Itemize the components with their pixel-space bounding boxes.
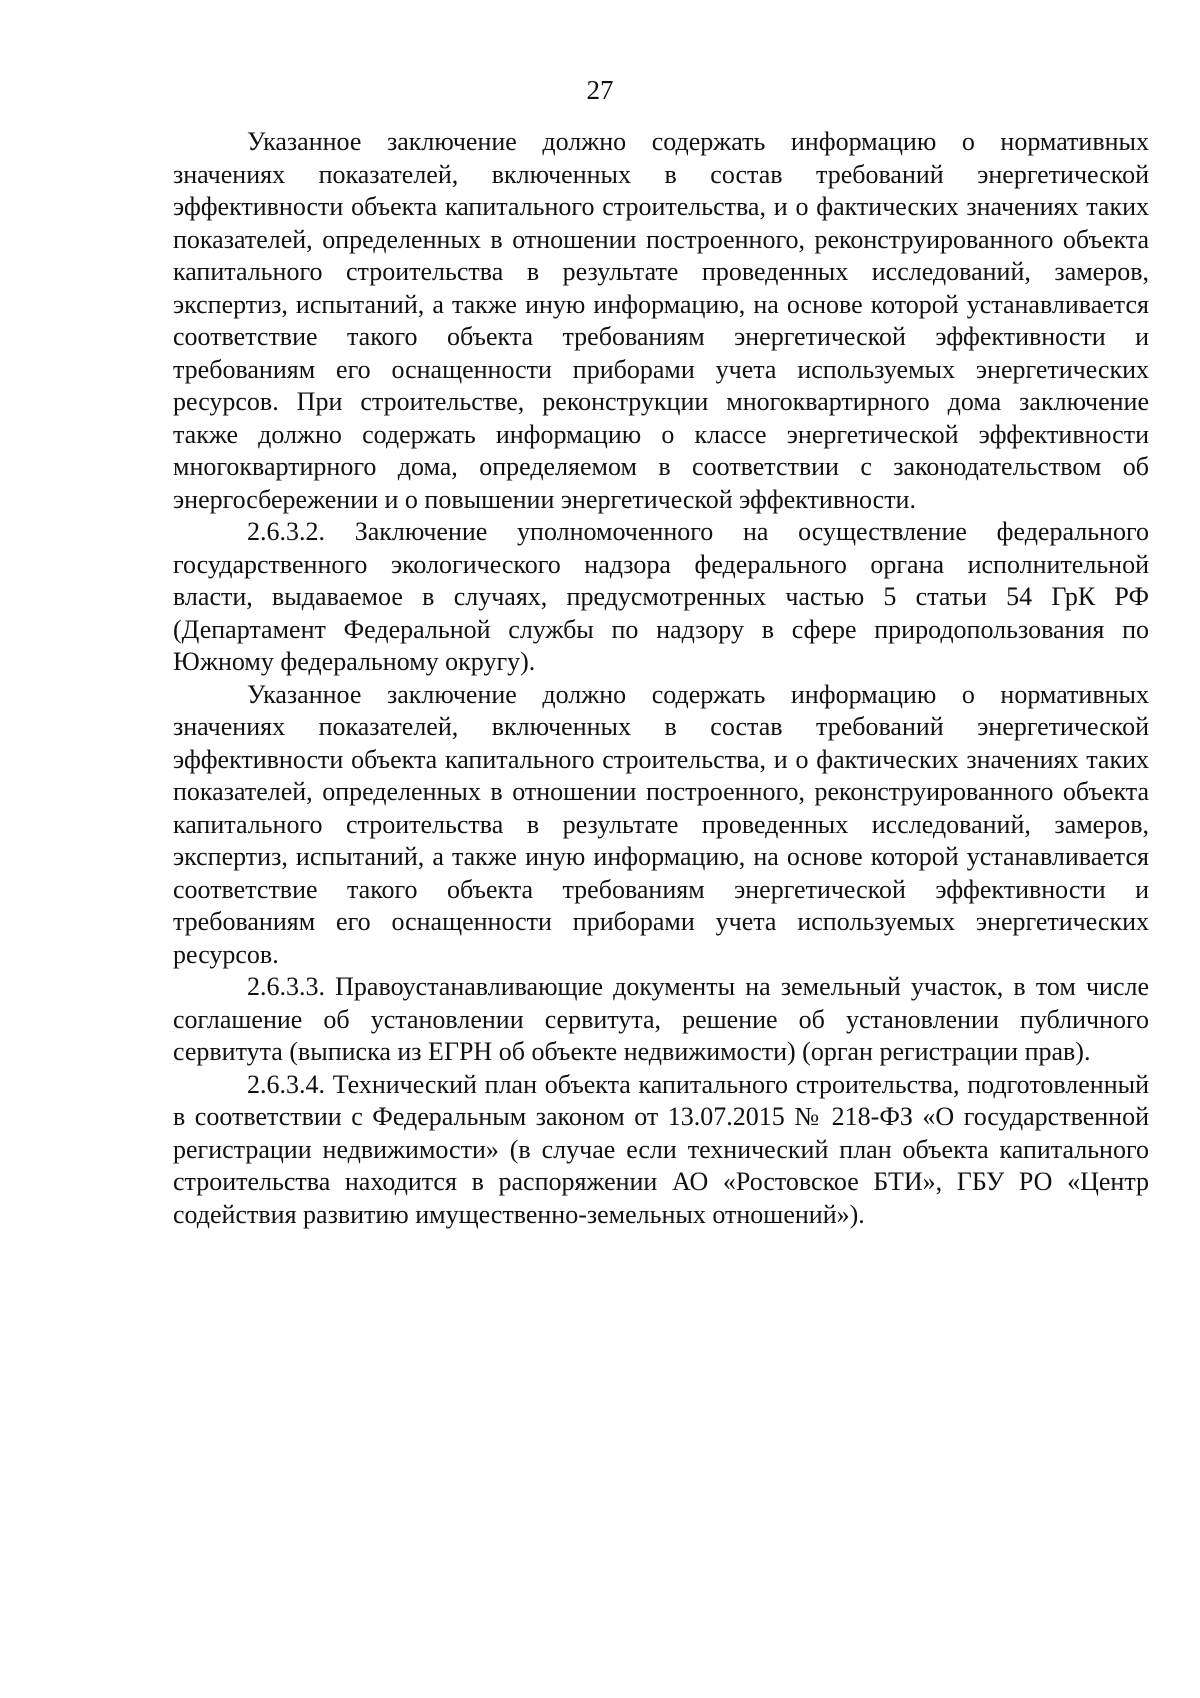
document-body — [173, 126, 1149, 1231]
paragraph-2-6-3-2: 2.6.3.2. Заключение уполномоченного на осуществление федерального государственного экологического надзора федерального органа исполнительной власти, выдаваемое в случаях, предусмотренных частью 5 статьи 54 ГрК РФ (Департамент Федеральной службы по надзору в сфере природопользования по Южному федеральному округу). — [173, 517, 1149, 676]
paragraph-energy-efficiency-conclusion: Указанное заключение должно содержать информацию о нормативных значениях показателей, включенных в состав требований энергетической эффективности объекта капитального строительства, и о фактических значениях таких показателей, определенных в отношении построенного, реконструированного объекта капитального строительства в результате проведенных исследований, замеров, экспертиз, испытаний, а также иную информацию, на основе которой устанавливается соответствие такого объекта требованиям энергетической эффективности и требованиям его оснащенности приборами учета используемых энергетических ресурсов. При строительстве, реконструкции многоквартирного дома заключение также должно содержать информацию о классе энергетической эффективности многоквартирного дома, определяемом в соответствии с законодательством об энергосбережении и о повышении энергетической эффективности. — [173, 127, 1149, 514]
paragraph-2-6-3-3: 2.6.3.3. Правоустанавливающие документы на земельный участок, в том числе соглашение об установлении сервитута, решение об установлении публичного сервитута (выписка из ЕГРН об объекте недвижимости) (орган регистрации прав). — [173, 972, 1149, 1066]
paragraph-2-6-3-4: 2.6.3.4. Технический план объекта капитального строительства, подготовленный в соответствии с Федеральным законом от 13.07.2015 № 218-ФЗ «О государственной регистрации недвижимости» (в случае если технический план объекта капитального строительства находится в распоряжении АО «Ростовское БТИ», ГБУ РО «Центр содействия развитию имущественно-земельных отношений»). — [173, 1069, 1149, 1229]
paragraph-conclusion-content: Указанное заключение должно содержать информацию о нормативных значениях показателей, включенных в состав требований энергетической эффективности объекта капитального строительства, и о фактических значениях таких показателей, определенных в отношении построенного, реконструированного объекта капитального строительства в результате проведенных исследований, замеров, экспертиз, испытаний, а также иную информацию, на основе которой устанавливается соответствие такого объекта требованиям энергетической эффективности и требованиям его оснащенности приборами учета используемых энергетических ресурсов. — [173, 679, 1149, 969]
page-number: 27 — [586, 75, 614, 105]
